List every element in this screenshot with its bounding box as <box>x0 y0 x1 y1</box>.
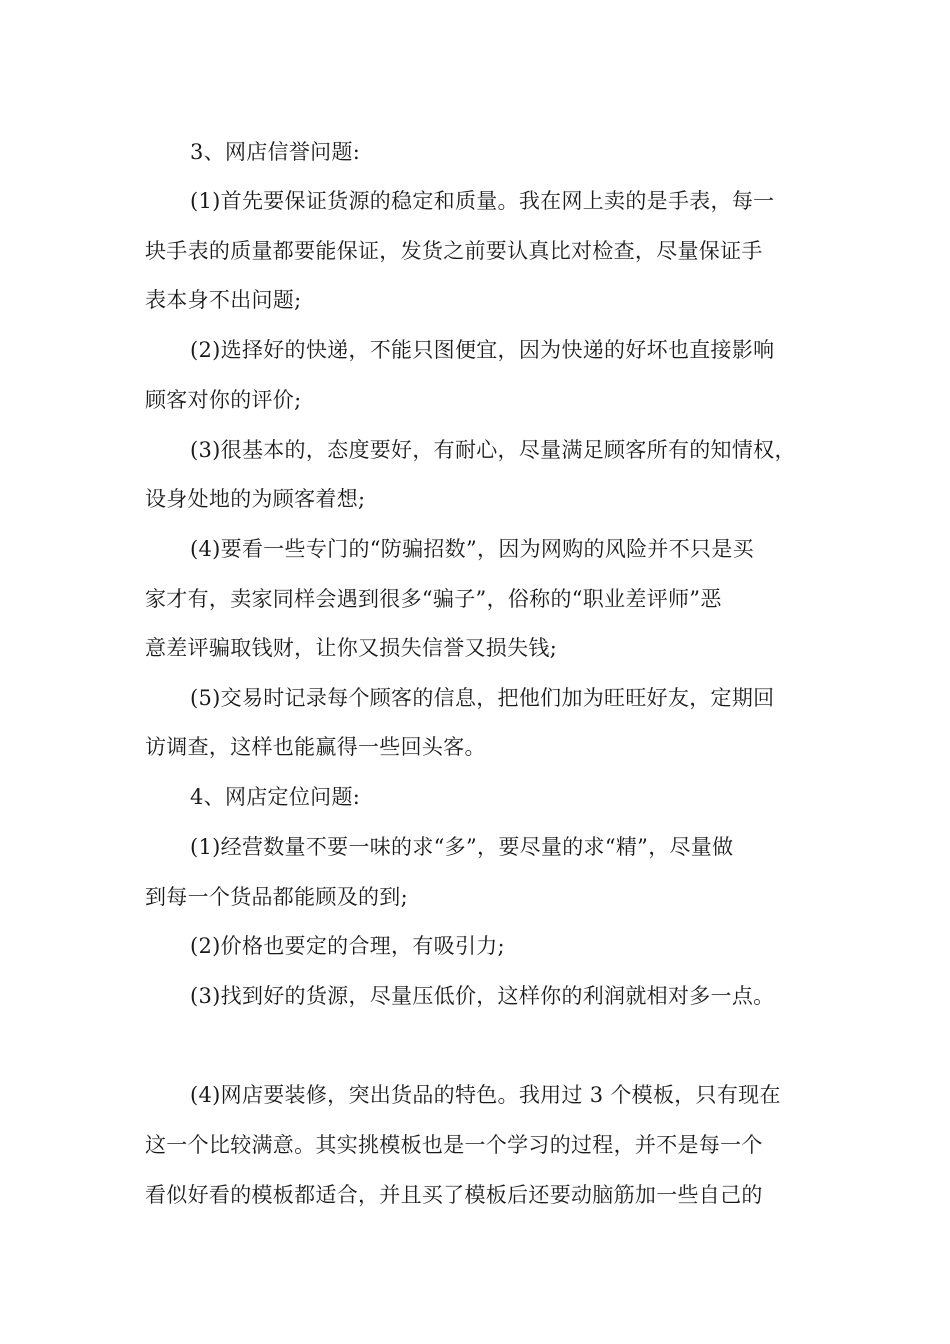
paragraph-line: 家才有，卖家同样会遇到很多“骗子”，俗称的“职业差评师”恶 <box>145 587 722 611</box>
paragraph-line: 块手表的质量都要能保证，发货之前要认真比对检查，尽量保证手 <box>145 239 763 263</box>
paragraph-line: 这一个比较满意。其实挑模板也是一个学习的过程，并不是每一个 <box>145 1133 763 1157</box>
section-heading: 4、网店定位问题: <box>190 785 361 809</box>
paragraph-line: (1)首先要保证货源的稳定和质量。我在网上卖的是手表，每一 <box>190 189 775 213</box>
paragraph-line: (2)选择好的快递，不能只图便宜，因为快递的好坏也直接影响 <box>190 338 775 362</box>
paragraph-line: (4)网店要装修，突出货品的特色。我用过 3 个模板，只有现在 <box>190 1083 781 1107</box>
paragraph-line: (3)很基本的，态度要好，有耐心，尽量满足顾客所有的知情权， <box>190 438 796 462</box>
section-heading: 3、网店信誉问题: <box>190 140 361 164</box>
paragraph-line: 设身处地的为顾客着想; <box>145 487 366 511</box>
paragraph-line: (3)找到好的货源，尽量压低价，这样你的利润就相对多一点。 <box>190 984 775 1008</box>
paragraph-line: 到每一个货品都能顾及的到; <box>145 885 408 909</box>
paragraph-line: (5)交易时记录每个顾客的信息，把他们加为旺旺好友，定期回 <box>190 686 775 710</box>
paragraph-line: 顾客对你的评价; <box>145 388 302 412</box>
paragraph-line: (4)要看一些专门的“防骗招数”，因为网购的风险并不只是买 <box>190 537 754 561</box>
paragraph-line: (1)经营数量不要一味的求“多”，要尽量的求“精”，尽量做 <box>190 835 734 859</box>
paragraph-line: 表本身不出问题; <box>145 288 302 312</box>
paragraph-line: 看似好看的模板都适合，并且买了模板后还要动脑筋加一些自己的 <box>145 1183 763 1207</box>
paragraph-line: 意差评骗取钱财，让你又损失信誉又损失钱; <box>145 636 558 660</box>
paragraph-line: 访调查，这样也能赢得一些回头客。 <box>145 735 486 759</box>
paragraph-line: (2)价格也要定的合理，有吸引力; <box>190 934 505 958</box>
